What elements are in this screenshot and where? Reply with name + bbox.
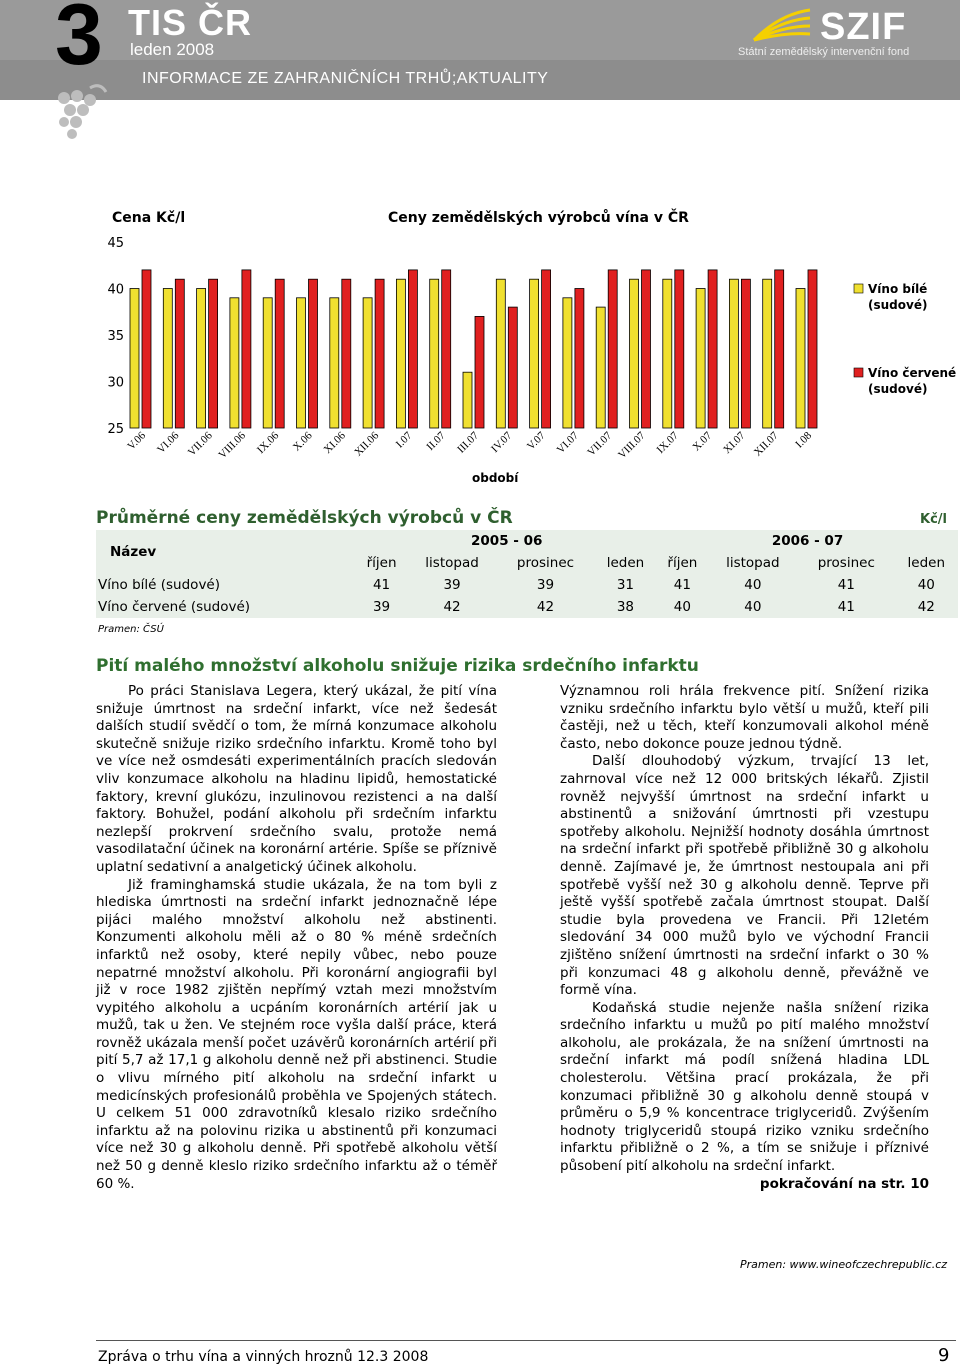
issue-number: 3 (55, 0, 103, 83)
month-header: listopad (726, 555, 780, 571)
bar-white-wine (330, 298, 339, 428)
footer-divider (96, 1340, 956, 1341)
x-tick-label: II.07 (424, 429, 448, 454)
table-title: Průměrné ceny zemědělských výrobců v ČR (96, 508, 513, 528)
x-tick-label: XI.07 (721, 429, 748, 457)
bar-white-wine (197, 289, 206, 429)
bar-red-wine (175, 279, 184, 428)
legend-swatch (854, 284, 863, 293)
legend-swatch (854, 368, 863, 377)
table-cell: 39 (372, 599, 391, 615)
month-header: říjen (667, 555, 698, 571)
legend-label: Víno bílé (sudové) (868, 282, 928, 312)
chart-xlabel: období (472, 471, 519, 485)
bar-white-wine (530, 279, 539, 428)
x-tick-label: VII.06 (185, 429, 215, 459)
table-cell: 41 (673, 577, 691, 593)
bar-white-wine (263, 298, 272, 428)
org-logo-text: SZIF (820, 6, 907, 48)
x-tick-label: XII.06 (352, 429, 382, 459)
x-tick-label: III.07 (455, 429, 482, 456)
bar-red-wine (675, 270, 684, 428)
bar-red-wine (642, 270, 651, 428)
table-row (96, 574, 958, 596)
bar-red-wine (142, 270, 151, 428)
y-tick-label: 40 (107, 282, 124, 298)
x-tick-label: VI.07 (554, 429, 582, 457)
article-paragraph: Významnou roli hrála frekvence pití. Snížení rizika vzniku srdečního infarktu bylo větší u mužů, kteří pili častěji, než u těch, kteří konzumovali alkohol méně často, nebo dokonce pouze jednou týdně. (560, 683, 929, 752)
y-tick-label: 45 (107, 236, 124, 251)
article-paragraph: Další dlouhodobý výzkum, trvající 13 let, zahrnoval více než 12 000 britských lékařů. Zjistil rovněž nejvyšší úmrtnost na srdeční infarkt u abstinentů a snižování úmrtnosti při vzestupu spotřeby alkoholu. Nejnižší hodnoty dosáhla úmrtnost na srdeční infarkt při spotřebě přibližně 30 g alkoholu denně. Zajímavé je, že úmrtnost nestoupala ani při spotřebě vyšší než 30 g alkoholu denně. Teprve při ještě vyšší spotřebě začala úmrtnost stoupat. Další studie byla provedena ve Francii. Při 12letém sledování 34 000 mužů bylo ve východní Francii zjištěno snížení úmrtnosti na srdeční infarkt o 30 % při konzumaci 48 g alkoholu denně, převážně ve formě vína. (560, 753, 929, 999)
table-cell: 42 (536, 599, 555, 615)
article-left-column (96, 683, 497, 1193)
x-tick-label: VII.07 (585, 429, 615, 459)
bar-red-wine (475, 316, 484, 428)
month-header: prosinec (516, 555, 575, 571)
bar-red-wine (741, 279, 750, 428)
bar-white-wine (430, 279, 439, 428)
bar-white-wine (230, 298, 239, 428)
bar-red-wine (209, 279, 218, 428)
bar-white-wine (563, 298, 572, 428)
x-tick-label: IX.07 (654, 429, 681, 457)
org-full-name: Státní zemědělský intervenční fond (738, 46, 910, 58)
y-tick-label: 30 (107, 375, 124, 391)
bar-white-wine (163, 289, 172, 429)
wine-price-chart (0, 190, 960, 500)
month-header: leden (606, 555, 645, 571)
x-tick-label: VI.06 (155, 429, 182, 457)
bar-red-wine (775, 270, 784, 428)
bar-white-wine (696, 289, 705, 429)
month-header: leden (907, 555, 946, 571)
table-cell: 31 (616, 577, 635, 593)
bar-white-wine (596, 307, 605, 428)
table-cell: 40 (744, 577, 762, 593)
article-right-column (560, 683, 929, 1193)
table-cell: 40 (744, 599, 762, 615)
table-cell: 41 (837, 599, 855, 615)
table-header-row (96, 530, 958, 552)
table-cell: 39 (443, 577, 461, 593)
x-tick-label: V.07 (524, 429, 548, 453)
bar-red-wine (575, 289, 584, 429)
article-paragraph: Již framinghamská studie ukázala, že na tom byli z hlediska úmrtnosti na srdeční infarkt jednoznačně lépe pijáci malého množství alkoholu než abstinenti. Konzumenti alkoholu měli až o 80 % méně srdečních infarktů než osoby, které nepily vůbec, nebo pouze nepatrné množství alkoholu. Při koronární angiografii byl již v roce 1982 zjištěn nepřímý vztah mezi množstvím vypitého alkoholu a ucpáním koronárních artérií jak u mužů, tak u žen. Ve stejném roce vyšla další práce, která rovněž ukázala menší počet uzávěrů koronárních artérií při pití 5,7 až 17,1 g alkoholu denně než při abstinenci. Studie o vlivu mírného pití alkoholu na srdeční infarkt u medicínských profesionálů proběhla ve Spojených státech. U celkem 51 000 zdravotníků klesalo riziko srdečního infarktu až na polovinu rizika u abstinentů při konzumaci více než 30 g alkoholu denně. Při spotřebě alkoholu větší než 50 g denně kleslo riziko srdečního infarktu až o téměř 60 %. (96, 876, 497, 1192)
period-header-1: 2005 - 06 (471, 533, 543, 549)
article-source: Pramen: www.wineofczechrepublic.cz (740, 1258, 948, 1271)
bar-white-wine (663, 279, 672, 428)
bar-red-wine (808, 270, 817, 428)
y-tick-label: 35 (107, 329, 124, 344)
grape-icon (50, 84, 110, 154)
article-paragraph: Kodaňská studie nejenže našla snížení rizika srdečního infarktu u mužů po pití malého množství alkoholu, ale prokázala, že na snížení úmrtnosti na srdeční infarkt má podíl snížená hladina LDL cholesterolu. Většina prací prokázala, že při konzumaci přibližně 30 g alkoholu denně stoupá v průměru o 5,9 % koncentrace triglyceridů. Zvýšením hodnoty triglyceridů stoupá riziko vzniku srdečního infarktu přibližně o 2 %, a tím se snižuje i příznivé působení pití alkoholu na srdeční infarkt. (560, 999, 929, 1175)
bar-white-wine (297, 298, 306, 428)
bar-white-wine (729, 279, 738, 428)
x-tick-label: VIII.07 (616, 429, 648, 462)
bar-red-wine (442, 270, 451, 428)
x-tick-label: I.07 (393, 429, 415, 451)
article-paragraph: Po práci Stanislava Legera, který ukázal, že pití vína snižuje úmrtnost na srdeční infarkt, více než šedesát dalších studií svědčí o tom, že mírná konzumace alkoholu skutečně snižuje riziko srdečního infarktu. Kromě toho byl ve více než osmdesáti experimentálních pracích sledován vliv konzumace alkoholu na hladinu lipidů, hemostatické faktory, krevní glukózu, inzulinovou rezistenci a na další faktory. Bohužel, podání alkoholu při srdečním infarktu nezlepší prokrvení srdečního svalu, protože nemá vasodilatační účinek na koronární artérie. Spíše se příznivě uplatní sedativní a analgetický účinek alkoholu. (96, 683, 497, 875)
period-header-2: 2006 - 07 (771, 533, 844, 549)
bar-red-wine (408, 270, 417, 428)
brand-title: TIS ČR (128, 2, 253, 43)
bar-red-wine (708, 270, 717, 428)
table-cell: 42 (917, 599, 935, 615)
month-header: říjen (366, 555, 397, 571)
article-title: Pití malého množství alkoholu snižuje rizika srdečního infarktu (96, 656, 699, 676)
table-unit: Kč/l (920, 512, 947, 527)
row-label: Víno bílé (sudové) (98, 577, 221, 593)
bar-white-wine (396, 279, 405, 428)
table-cell: 38 (616, 599, 635, 615)
bar-white-wine (463, 372, 472, 428)
continued-link[interactable]: pokračování na str. 10 (759, 1175, 929, 1192)
bar-white-wine (130, 289, 139, 429)
legend-label: Víno červené (sudové) (868, 366, 957, 396)
bar-red-wine (275, 279, 284, 428)
bar-white-wine (496, 279, 505, 428)
x-tick-label: VIII.06 (216, 429, 249, 462)
bar-red-wine (342, 279, 351, 428)
bar-red-wine (608, 270, 617, 428)
table-cell: 40 (917, 577, 935, 593)
name-header: Název (110, 544, 157, 560)
table-cell: 41 (372, 577, 391, 593)
table-cell: 40 (673, 599, 691, 615)
chart-ylabel: Cena Kč/l (112, 210, 186, 226)
x-tick-label: V.06 (125, 429, 149, 453)
header-subtitle: INFORMACE ZE ZAHRANIČNÍCH TRHŮ;AKTUALITY (142, 70, 549, 87)
page-number: 9 (938, 1345, 950, 1366)
issue-date: leden 2008 (130, 40, 215, 59)
bar-red-wine (309, 279, 318, 428)
price-table (96, 530, 958, 618)
bar-white-wine (363, 298, 372, 428)
month-header: prosinec (817, 555, 875, 571)
x-tick-label: XII.07 (751, 429, 781, 459)
x-tick-label: I.08 (793, 429, 815, 451)
x-tick-label: IX.06 (254, 429, 282, 457)
bar-red-wine (375, 279, 384, 428)
szif-logo-icon (750, 6, 814, 44)
x-tick-label: X.06 (290, 429, 315, 454)
chart-title: Ceny zemědělských výrobců vína v ČR (388, 210, 689, 226)
bar-white-wine (763, 279, 772, 428)
x-tick-label: XI.06 (321, 429, 348, 457)
bar-white-wine (630, 279, 639, 428)
footer-text: Zpráva o trhu vína a vinných hroznů 12.3 2008 (98, 1349, 429, 1365)
x-tick-label: IV.07 (488, 429, 515, 456)
table-row (96, 596, 958, 618)
bar-white-wine (796, 289, 805, 429)
bar-red-wine (508, 307, 517, 428)
bar-red-wine (542, 270, 551, 428)
table-cell: 42 (443, 599, 461, 615)
table-cell: 41 (837, 577, 855, 593)
bar-red-wine (242, 270, 251, 428)
y-tick-label: 25 (107, 422, 124, 437)
month-header: listopad (425, 555, 479, 571)
x-tick-label: X.07 (690, 429, 715, 454)
row-label: Víno červené (sudové) (98, 599, 251, 615)
table-cell: 39 (536, 577, 555, 593)
table-source: Pramen: ČSÚ (98, 624, 164, 635)
